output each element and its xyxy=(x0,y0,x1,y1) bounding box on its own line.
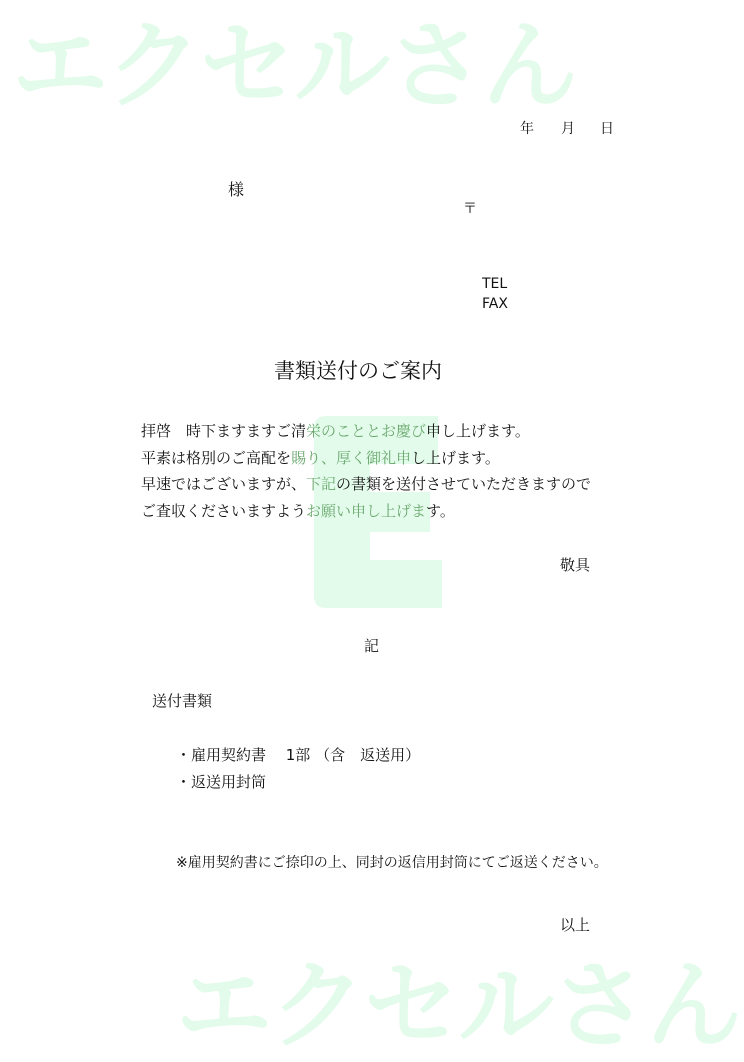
enclosure-item-2: ・返送用封筒 xyxy=(176,773,267,791)
date-month: 月 xyxy=(561,121,575,137)
ki-label: 記 xyxy=(364,637,380,655)
tel-label: TEL xyxy=(482,276,508,292)
fax-label: FAX xyxy=(482,296,508,312)
watermark-bottom: エクセルさん xyxy=(176,950,740,1062)
postal-mark: 〒 xyxy=(463,201,477,217)
page-title: 書類送付のご案内 xyxy=(274,359,442,383)
enclosure-heading: 送付書類 xyxy=(152,692,213,710)
closing-keigu: 敬具 xyxy=(560,556,591,574)
body-line-4: ご査収くださいますようお願い申し上げます。 xyxy=(141,502,455,520)
note: ※雇用契約書にご捺印の上、同封の返信用封筒にてご返送ください。 xyxy=(176,855,608,871)
recipient-suffix: 様 xyxy=(228,180,245,199)
body-line-1: 拝啓 時下ますますご清栄のこととお慶び申し上げます。 xyxy=(141,422,530,440)
enclosure-item-1: ・雇用契約書 1部 （含 返送用） xyxy=(176,746,421,764)
date-day: 日 xyxy=(600,121,614,137)
date-year: 年 xyxy=(520,121,534,137)
body-line-2: 平素は格別のご高配を賜り、厚く御礼申し上げます。 xyxy=(141,449,500,467)
end-ijo: 以上 xyxy=(560,916,591,934)
watermark-top: エクセルさん xyxy=(12,10,576,122)
body-line-3: 早速ではございますが、下記の書類を送付させていただきますので xyxy=(141,475,592,493)
